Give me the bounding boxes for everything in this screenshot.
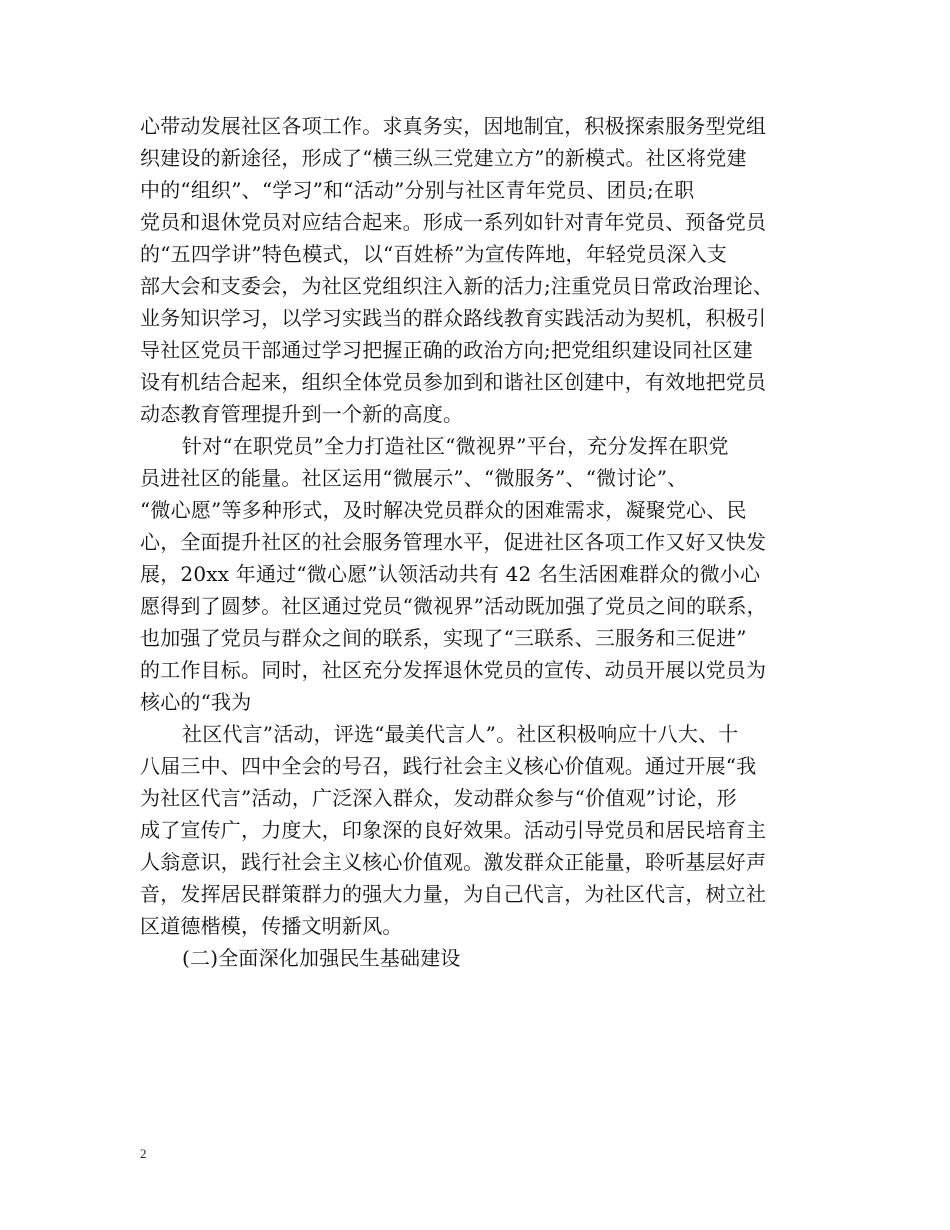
- text-line: 业务知识学习，以学习实践当的群众路线教育实践活动为契机，积极引: [140, 306, 767, 330]
- text-line: 的“五四学讲”特色模式，以“百姓桥”为宣传阵地，年轻党员深入支: [140, 242, 728, 266]
- text-line: 成了宣传广，力度大，印象深的良好效果。活动引导党员和居民培育主: [140, 818, 767, 842]
- text-line: 动态教育管理提升到一个新的高度。: [140, 402, 464, 426]
- text-line: 愿得到了圆梦。社区通过党员“微视界”活动既加强了党员之间的联系，: [140, 594, 767, 618]
- text-line: 区道德楷模，传播文明新风。: [140, 914, 403, 938]
- text-line: 党员和退休党员对应结合起来。形成一系列如针对青年党员、预备党员: [140, 210, 767, 234]
- text-line: 展，20xx 年通过“微心愿”认领活动共有 42 名生活困难群众的微小心: [140, 562, 761, 586]
- text-line: 员进社区的能量。社区运用“微展示”、“微服务”、“微讨论”、: [140, 466, 688, 490]
- text-line: 音，发挥居民群策群力的强大力量，为自己代言，为社区代言，树立社: [140, 882, 767, 906]
- text-line: 设有机结合起来，组织全体党员参加到和谐社区创建中，有效地把党员: [140, 370, 767, 394]
- page-number: 2: [140, 1146, 147, 1161]
- text-line: 八届三中、四中全会的号召，践行社会主义核心价值观。通过开展“我: [140, 754, 757, 778]
- text-line: “微心愿”等多种形式，及时解决党员群众的困难需求，凝聚党心、民: [140, 498, 747, 522]
- text-line: 的工作目标。同时，社区充分发挥退休党员的宣传、动员开展以党员为: [140, 658, 767, 682]
- text-line: 织建设的新途径，形成了“横三纵三党建立方”的新模式。社区将党建: [140, 146, 747, 170]
- text-line: 心，全面提升社区的社会服务管理水平，促进社区各项工作又好又快发: [140, 530, 767, 554]
- text-line: 部大会和支委会，为社区党组织注入新的活力;注重党员日常政治理论、: [140, 274, 774, 298]
- section-heading: (二)全面深化加强民生基础建设: [182, 946, 461, 970]
- text-line: 核心的“我为: [140, 690, 252, 714]
- body-text: [140, 110, 820, 974]
- text-line: 心带动发展社区各项工作。求真务实，因地制宜，积极探索服务型党组: [140, 114, 767, 138]
- text-line: 也加强了党员与群众之间的联系，实现了“三联系、三服务和三促进”: [140, 626, 747, 650]
- paragraph-start-line: 社区代言”活动，评选“最美代言人”。社区积极响应十八大、十: [182, 722, 739, 746]
- text-line: 中的“组织”、“学习”和“活动”分别与社区青年党员、团员;在职: [140, 178, 695, 202]
- text-line: 人翁意识，践行社会主义核心价值观。激发群众正能量，聆听基层好声: [140, 850, 767, 874]
- text-line: 为社区代言”活动，广泛深入群众，发动群众参与“价值观”讨论，形: [140, 786, 737, 810]
- text-line: 导社区党员干部通过学习把握正确的政治方向;把党组织建设同社区建: [140, 338, 753, 362]
- paragraph-start-line: 针对“在职党员”全力打造社区“微视界”平台，充分发挥在职党: [182, 434, 729, 458]
